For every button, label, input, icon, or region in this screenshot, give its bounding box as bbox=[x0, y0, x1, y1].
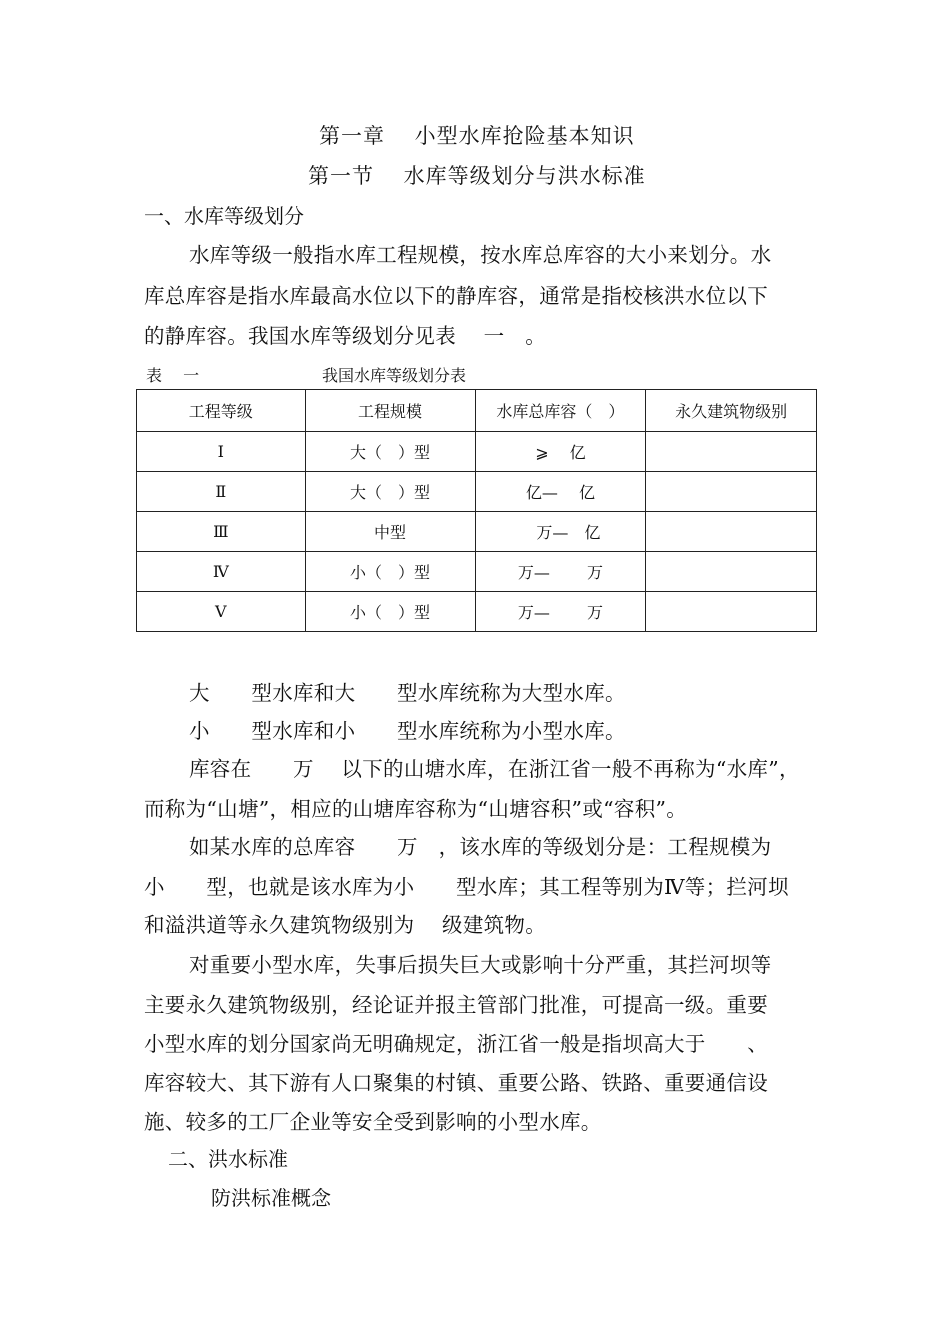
para3-line-2: 小 型，也就是该水库为小 型水库；其工程等别为Ⅳ等；拦河坝 bbox=[144, 875, 789, 899]
table-cell: Ⅰ bbox=[137, 432, 306, 472]
table-cell: 万— 万 bbox=[475, 592, 646, 632]
table-cell bbox=[646, 472, 817, 512]
section-title: 第一节 水库等级划分与洪水标准 bbox=[308, 164, 646, 188]
para1-line-1: 水库等级一般指水库工程规模，按水库总库容的大小来划分。水 bbox=[189, 243, 772, 267]
para4-line-3: 小型水库的划分国家尚无明确规定，浙江省一般是指坝高大于 、 bbox=[144, 1032, 768, 1056]
para1-line-2: 库总库容是指水库最高水位以下的静库容，通常是指校核洪水位以下 bbox=[144, 284, 768, 308]
sub-heading-flood-concept: 防洪标准概念 bbox=[211, 1186, 331, 1210]
para3-line-1: 如某水库的总库容 万 ，该水库的等级划分是：工程规模为 bbox=[189, 835, 772, 859]
table-cell: 亿— 亿 bbox=[475, 472, 646, 512]
chapter-title: 第一章 小型水库抢险基本知识 bbox=[319, 124, 635, 148]
table-cell: Ⅳ bbox=[137, 552, 306, 592]
table-header-row bbox=[137, 390, 817, 432]
table-cell: Ⅲ bbox=[137, 512, 306, 552]
para1-line-3: 的静库容。我国水库等级划分见表 一 。 bbox=[144, 324, 547, 348]
table-row bbox=[137, 592, 817, 632]
table-row bbox=[137, 432, 817, 472]
table-cell: 万— 亿 bbox=[475, 512, 646, 552]
table-row bbox=[137, 552, 817, 592]
table-cell: 中型 bbox=[305, 512, 475, 552]
para2-line-1: 库容在 万 以下的山塘水库，在浙江省一般不再称为“水库”， bbox=[189, 757, 800, 781]
table-caption: 我国水库等级划分表 bbox=[322, 366, 467, 385]
table-cell: Ⅴ bbox=[137, 592, 306, 632]
header-cell: 工程规模 bbox=[305, 390, 475, 432]
para4-line-2: 主要永久建筑物级别，经论证并报主管部门批准，可提高一级。重要 bbox=[144, 993, 768, 1017]
reservoir-grade-table bbox=[136, 389, 817, 632]
para3-line-3: 和溢洪道等永久建筑物级别为 级建筑物。 bbox=[144, 913, 547, 937]
table-cell bbox=[646, 592, 817, 632]
para4-line-1: 对重要小型水库，失事后损失巨大或影响十分严重，其拦河坝等 bbox=[189, 953, 772, 977]
header-cell: 水库总库容（ ） bbox=[475, 390, 646, 432]
para2-line-2: 而称为“山塘”，相应的山塘库容称为“山塘容积”或“容积”。 bbox=[144, 797, 688, 821]
para4-line-5: 施、较多的工厂企业等安全受到影响的小型水库。 bbox=[144, 1110, 602, 1134]
header-cell: 工程等级 bbox=[137, 390, 306, 432]
table-cell bbox=[646, 512, 817, 552]
header-cell: 永久建筑物级别 bbox=[646, 390, 817, 432]
para4-line-4: 库容较大、其下游有人口聚集的村镇、重要公路、铁路、重要通信设 bbox=[144, 1071, 768, 1095]
heading-reservoir-classification: 一、水库等级划分 bbox=[144, 204, 304, 228]
heading-flood-standard: 二、洪水标准 bbox=[168, 1147, 288, 1171]
table-cell: 小（ ）型 bbox=[305, 592, 475, 632]
table-cell: 万— 万 bbox=[475, 552, 646, 592]
table-cell: 大（ ）型 bbox=[305, 472, 475, 512]
table-row bbox=[137, 472, 817, 512]
table-row bbox=[137, 512, 817, 552]
table-cell bbox=[646, 432, 817, 472]
table-cell: ⩾ 亿 bbox=[475, 432, 646, 472]
note-line-2: 小 型水库和小 型水库统称为小型水库。 bbox=[189, 719, 626, 743]
table-cell: 大（ ）型 bbox=[305, 432, 475, 472]
note-line-1: 大 型水库和大 型水库统称为大型水库。 bbox=[189, 681, 626, 705]
table-cell: 小（ ）型 bbox=[305, 552, 475, 592]
table-cell bbox=[646, 552, 817, 592]
table-cell: Ⅱ bbox=[137, 472, 306, 512]
table-label: 表 一 bbox=[146, 366, 200, 385]
